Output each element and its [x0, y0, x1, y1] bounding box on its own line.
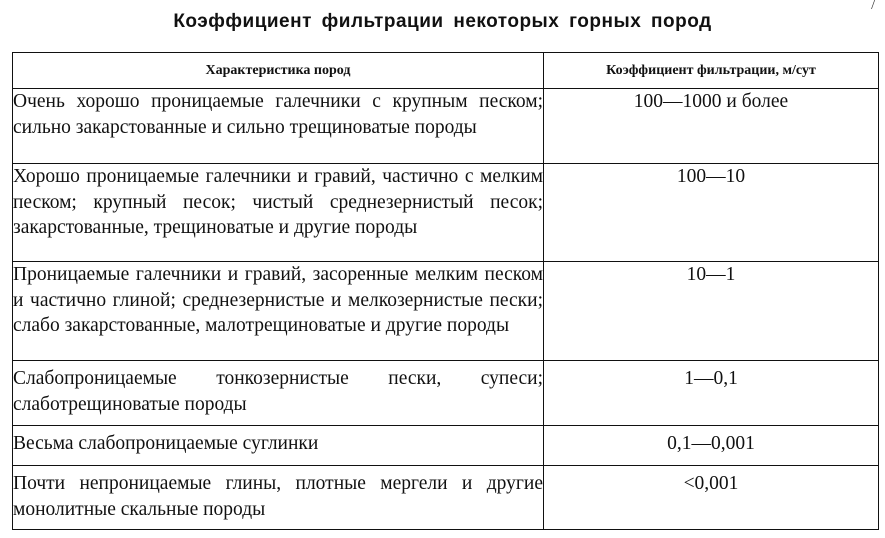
coefficient-value: 100—1000 и более [544, 89, 879, 164]
rock-description: Проницаемые галечники и гравий, засоренные мелким песком и частично глиной; среднезернистые и мелкозернистые пески; слабо закарстованные, малотрещиноватые и другие породы [13, 262, 544, 361]
coefficient-value: 1—0,1 [544, 361, 879, 426]
table-row [13, 426, 879, 466]
page-title: Коэффициент фильтрации некоторых горных пород [173, 11, 712, 32]
table-row [13, 361, 879, 426]
rock-description: Весьма слабопроницаемые суглинки [13, 426, 544, 466]
table-row [13, 262, 879, 361]
table-row [13, 164, 879, 262]
table-header-row [13, 53, 879, 89]
filtration-coefficient-table [12, 52, 879, 530]
header-filtration-coefficient: Коэффициент фильтрации, м/сут [544, 53, 879, 89]
table-row [13, 466, 879, 530]
corner-mark: / [871, 0, 875, 13]
rock-description: Очень хорошо проницаемые галечники с крупным песком; сильно закарстованные и сильно трещиноватые породы [13, 89, 544, 164]
rock-description: Хорошо проницаемые галечники и гравий, частично с мелким песком; крупный песок; чистый среднезернистый песок; закарстованные, трещиноватые и другие породы [13, 164, 544, 262]
coefficient-value: 0,1—0,001 [544, 426, 879, 466]
coefficient-value: 10—1 [544, 262, 879, 361]
rock-description: Слабопроницаемые тонкозернистые пески, супеси; слаботрещиноватые породы [13, 361, 544, 426]
coefficient-value: <0,001 [544, 466, 879, 530]
rock-description: Почти непроницаемые глины, плотные мергели и другие монолитные скальные породы [13, 466, 544, 530]
table-row [13, 89, 879, 164]
header-rock-characteristics: Характеристика пород [13, 53, 544, 89]
coefficient-value: 100—10 [544, 164, 879, 262]
